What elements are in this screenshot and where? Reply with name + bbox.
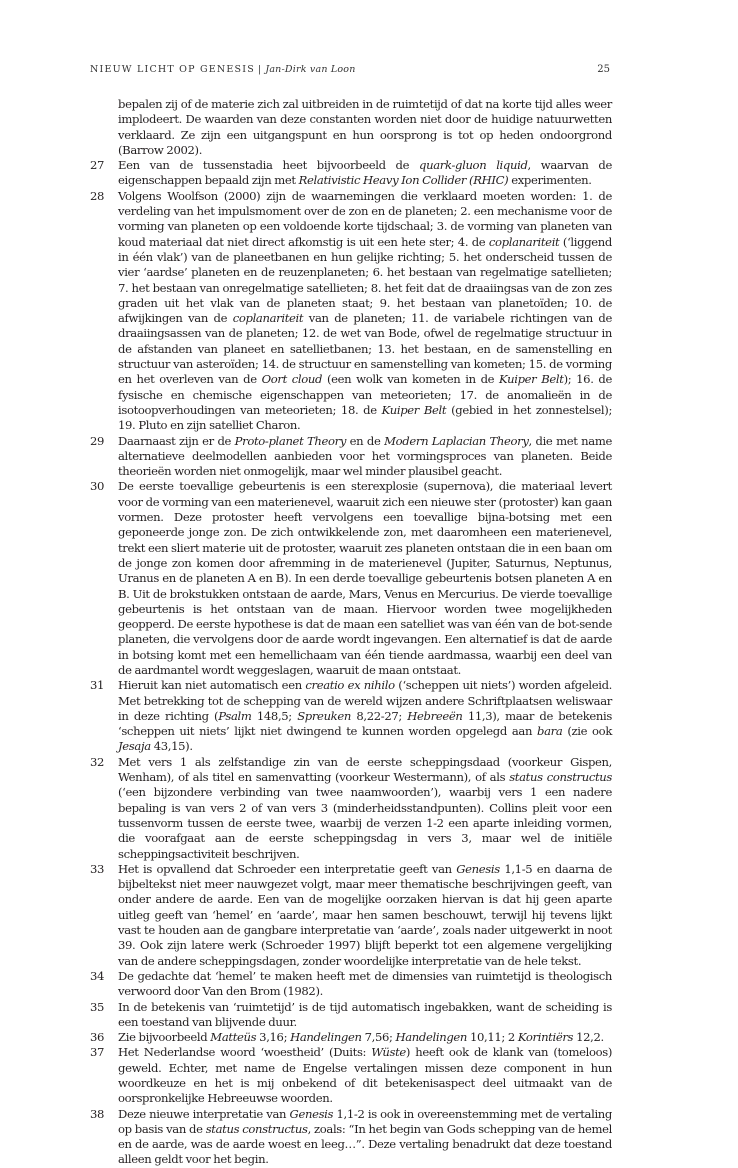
page-number: 25 [597, 64, 610, 75]
endnote [90, 678, 612, 754]
endnote-text: bepalen zij of de materie zich zal uitbreiden in de ruimtetijd of dat na korte tijd alles weer implodeert. De waarden van deze constanten worden niet door de huidige natuurwetten verklaard. Ze zijn een uitgangspunt en hun oorsprong is tot op heden ondoorgrond (Barrow 2002). [118, 97, 612, 157]
endnote [90, 1030, 612, 1045]
endnote-number: 34 [90, 968, 105, 983]
endnote-number: 31 [90, 678, 105, 693]
book-title: NIEUW LICHT OP GENESIS [90, 64, 255, 75]
endnote-text: Daarnaast zijn er de Proto-planet Theory en de Modern Laplacian Theory, die met name alternatieve deelmodellen aanbieden voor het vormingsproces van planeten. Beide theorieën worden niet onmogelijk, maar wel minder plausibel geacht. [118, 433, 612, 479]
endnote-text: Hieruit kan niet automatisch een creatio ex nihilo (‘scheppen uit niets’) worden afgeleid. Met betrekking tot de schepping van de wereld wijzen andere Schriftplaatsen weliswaar in deze richting (Psalm 148,5; Spreuken 8,22-27; Hebreeën 11,3), maar de betekenis ‘scheppen uit niets’ lijkt niet dwingend te kunnen worden opgelegd aan bara (zie ook Jesaja 43,15). [118, 678, 613, 754]
endnote-text: De gedachte dat ‘hemel’ te maken heeft met de dimensies van ruimtetijd is theologisch verwoord door Van den Brom (1982). [118, 968, 612, 999]
endnote-text: Volgens Woolfson (2000) zijn de waarnemingen die verklaard moeten worden: 1. de verdeling van het impulsmoment over de zon en de planeten; 2. een mechanisme voor de vorming van planeten op een voldoende korte tijdschaal; 3. de vorming van planeten van koud materiaal dat niet direct afkomstig is uit een hete ster; 4. de coplanariteit (‘liggend in één vlak’) van de planeetbanen en hun gelijke richting; 5. het onderscheid tussen de vier ‘aardse’ planeten en de reuzenplaneten; 6. het bestaan van regelmatige satellieten; 7. het bestaan van onregelmatige satellieten; 8. het feit dat de draaiingsas van de zon zes graden uit het vlak van de planeten staat; 9. het bestaan van planetoïden; 10. de afwijkingen van de coplanariteit van de planeten; 11. de variabele richtingen van de draaiingsassen van de planeten; 12. de wet van Bode, ofwel de regelmatige structuur in de afstanden van planeet en satellietbanen; 13. het bestaan, en de samenstelling en structuur van asteroïden; 14. de structuur en samenstelling van kometen; 15. de vorming en het overleven van de Oort cloud (een wolk van kometen in de Kuiper Belt); 16. de fysische en chemische eigenschappen van meteorieten; 17. de anomalieën in de isotoopverhoudingen van meteorieten; 18. de Kuiper Belt (gebied in het zonnestelsel); 19. Pluto en zijn satelliet Charon. [118, 188, 613, 433]
author-name: Jan-Dirk van Loon [265, 64, 356, 75]
endnote-number: 38 [90, 1106, 105, 1121]
endnote [90, 158, 612, 189]
endnote [90, 434, 612, 480]
endnote-text: Een van de tussenstadia heet bijvoorbeeld de quark-gluon liquid, waarvan de eigenschappen bepaald zijn met Relativistic Heavy Ion Collider (RHIC) experimenten. [118, 158, 612, 188]
endnote-text: Zie bijvoorbeeld Matteüs 3,16; Handelingen 7,56; Handelingen 10,11; 2 Korintiërs 12,2. [118, 1030, 604, 1045]
endnote-number: 28 [90, 188, 105, 203]
running-header [90, 64, 610, 75]
endnote [90, 1000, 612, 1031]
endnote-number: 37 [90, 1045, 105, 1060]
endnote-number: 30 [90, 479, 105, 494]
endnote [90, 189, 612, 434]
endnote [90, 969, 612, 1000]
header-separator: | [257, 64, 263, 75]
endnote-number: 35 [90, 999, 105, 1014]
endnote-number: 32 [90, 754, 105, 769]
endnote-text: In de betekenis van ‘ruimtetijd’ is de tijd automatisch ingebakken, want de scheiding is een toestand van blijvende duur. [118, 999, 612, 1029]
endnote [90, 862, 612, 969]
endnote-text: Het Nederlandse woord ‘woestheid’ (Duits: Wüste) heeft ook de klank van (tomeloos) geweld. Echter, met name de Engelse vertalingen missen deze component in hun woordkeuze en het is mij onbekend of dit betekenisaspect deel uitmaakt van de oorspronkelijke Hebreeuwse woorden. [118, 1045, 612, 1106]
endnote [90, 479, 612, 678]
endnote [90, 1045, 612, 1106]
endnote-number: 36 [90, 1030, 105, 1045]
endnote-number: 29 [90, 433, 105, 448]
endnote [90, 97, 612, 158]
endnote-text: De eerste toevallige gebeurtenis is een sterexplosie (supernova), die materiaal levert voor de vorming van een materienevel, waaruit zich een nieuwe ster (protoster) kan gaan vormen. Deze protoster heeft vervolgens een toevallige bijna-botsing met een geponeerde jonge zon. De zich ontwikkelende zon, met daaromheen een materienevel, trekt een sliert materie uit de protoster, waaruit zes planeten ontstaan die in een baan om de jonge zon komen door afremming in de materienevel (Jupiter, Saturnus, Neptunus, Uranus en de planeten A en B). In een derde toevallige gebeurtenis botsen planeten A en B. Uit de brokstukken ontstaan de aarde, Mars, Venus en Mercurius. De vierde toevallige gebeurtenis is het ontstaan van de maan. Hiervoor worden twee mogelijkheden geopperd. De eerste hypothese is dat de maan een satelliet was van één van de bot-sende planeten, die vervolgens door de aarde wordt ingevangen. Een alternatief is dat de aarde in botsing komt met een hemellichaam van één tiende aardmassa, waarbij een deel van de aardmantel wordt weggeslagen, waaruit de maan ontstaat. [118, 479, 612, 677]
endnote [90, 755, 612, 862]
endnote-text: Met vers 1 als zelfstandige zin van de eerste scheppingsdaad (voorkeur Gispen, Wenham), of als titel en samenvatting (voorkeur Westermann), of als status constructus (‘een bijzondere verbinding van twee naamwoorden’), waarbij vers 1 een nadere bepaling is van vers 2 of van vers 3 (minderheidsstandpunten). Collins pleit voor een tussenvorm tussen de eerste twee, waarbij de verzen 1-2 een aparte inleiding vormen, die voorafgaat aan de eerste scheppingsdag in vers 3, maar wel de initiële scheppingsactiviteit beschrijven. [118, 754, 612, 861]
endnote-number: 27 [90, 158, 105, 173]
endnote-text: Deze nieuwe interpretatie van Genesis 1,1-2 is ook in overeenstemming met de vertaling op basis van de status constructus, zoals: “In het begin van Gods schepping van de hemel en de aarde, was de aarde woest en leeg…”. Deze vertaling benadrukt dat deze toestand alleen geldt voor het begin. [118, 1106, 612, 1167]
endnote-number: 33 [90, 861, 105, 876]
endnote-text: Het is opvallend dat Schroeder een interpretatie geeft van Genesis 1,1-5 en daarna de bijbeltekst niet meer nauwgezet volgt, maar meer thematische beschrijvingen geeft, van onder andere de aarde. Een van de mogelijke oorzaken hiervan is dat hij geen aparte uitleg geeft van ‘hemel’ en ‘aarde’, maar hen samen beschouwt, terwijl hij tevens lijkt vast te houden aan de gangbare interpretatie van ‘aarde’, zoals nader uitgewerkt in noot 39. Ook zijn latere werk (Schroeder 1997) blijft beperkt tot een algemene vergelijking van de andere scheppingsdagen, zonder woordelijke interpretatie van de hele tekst. [118, 861, 612, 968]
endnote [90, 1107, 612, 1168]
endnotes-list [90, 97, 612, 1168]
